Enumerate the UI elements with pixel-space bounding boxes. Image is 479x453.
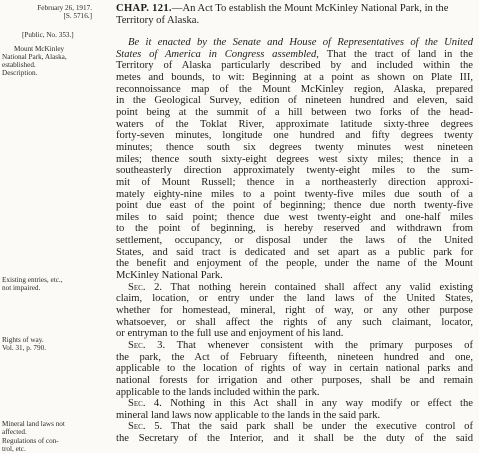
text-line: States, and said tract is dedicated and set apart as a public park for — [116, 246, 473, 258]
text-line: States of America in Congress assembled, That the tract of land in the — [116, 48, 473, 60]
enacting-clause: Be it enacted by the Senate and House of Representatives of the United — [128, 37, 473, 48]
text-line: forty-seven minutes, longitude one hundred and fifty degrees twenty — [116, 130, 473, 142]
text-line: metes and bounds, to wit: Beginning at a point as shown on Plate III, — [116, 72, 473, 83]
existing-entries-note — [2, 276, 62, 292]
text-line: Sec. 3. That whenever consistent with the primary purposes of — [128, 339, 473, 351]
text-line: in the Geological Survey, edition of nineteen hundred and eleven, said — [116, 95, 473, 107]
note-line: National Park, Alaska, — [2, 53, 67, 61]
text-line: Territory of Alaska particularly described by and included within the — [116, 60, 473, 72]
note-line: trol, etc. — [2, 445, 26, 453]
chapter-number: CHAP. 121. — [116, 3, 172, 14]
note-line: Regulations of con- — [2, 437, 59, 445]
text-line: McKinley National Park. — [116, 270, 223, 281]
text-line: to the point of beginning, is hereby reserved and withdrawn from — [116, 223, 473, 235]
text-line: Sec. 4. Nothing in this Act shall in any way modify or effect the — [128, 398, 473, 410]
text-line: point being at the summit of a hill between two forks of the head- — [116, 106, 473, 118]
text-line: settlement, occupancy, or disposal under the laws of the United — [116, 235, 473, 247]
chapter-heading — [116, 3, 473, 15]
note-line: Rights of way. — [2, 336, 44, 344]
text-line: reconnoissance map of the Mount McKinley region, Alaska, prepared — [116, 83, 473, 95]
mineral-laws-note — [2, 420, 65, 436]
text-line: mit of Mount Russell; thence in a northeasterly direction approxi- — [116, 176, 473, 188]
note-line: Mineral land laws not — [2, 420, 65, 428]
text-line: Sec. 5. That the said park shall be under the executive control of — [128, 421, 473, 433]
text-line: whatsoever, or shall affect the rights of any such claimant, locator, — [116, 316, 473, 328]
senate-bill-number: [S. 5716.] — [63, 12, 92, 20]
text-line: southeasterly direction approximately twenty-eight miles to the sum- — [116, 165, 473, 177]
text-line: the benefit and enjoyment of the people, under the name of the Mount — [116, 258, 473, 270]
text-line: miles; thence south sixty-eight degrees west sixty miles; thence in a — [116, 153, 473, 165]
note-line: Vol. 31, p. 790. — [2, 344, 46, 352]
note-line: Mount McKinley — [14, 45, 65, 53]
text-line: claim, location, or entry under the land laws of the United States, — [116, 293, 473, 305]
text-line: applicable to the lands included within the park. — [116, 386, 320, 398]
mckinley-park-note — [2, 45, 67, 77]
enactment-date-note — [12, 4, 92, 20]
note-line: Existing entries, etc., — [2, 276, 63, 284]
rights-of-way-note — [2, 336, 46, 352]
public-law-number: [Public, No. 353.] — [22, 31, 74, 39]
act-title-continued: Territory of Alaska. — [116, 15, 200, 26]
note-line: not impaired. — [2, 284, 41, 292]
text-line: or entryman to the full use and enjoyment of his land. — [116, 328, 344, 340]
text-line: applicable to the location of rights of way in certain national parks and — [116, 363, 473, 375]
text-line: miles to said point; thence due west twenty-eight and one-half miles — [116, 211, 473, 223]
note-line: established. — [2, 61, 36, 69]
text-line: the park, the Act of February fifteenth, nineteen hundred and one, — [116, 351, 473, 363]
text-line: mately eighty-nine miles to a point twenty-five miles due south of a — [116, 188, 473, 200]
text-line: national forests for irrigation and other purposes, shall be and remain — [116, 374, 473, 386]
text-line: minutes; thence south six degrees twenty minutes west nineteen — [116, 141, 473, 153]
text-line: point due east of the point of beginning; thence due north twenty-five — [116, 200, 473, 212]
text-line: mineral land laws now applicable to the lands in the said park. — [116, 409, 381, 421]
note-line: Description. — [2, 69, 38, 77]
text-line: the Secretary of the Interior, and it shall be the duty of the said — [116, 433, 473, 445]
regulations-note — [2, 437, 59, 453]
text-line: waters of the Toklat River, approximate latitude sixty-three degrees — [116, 118, 473, 130]
text-line: Sec. 2. That nothing herein contained shall affect any valid existing — [128, 281, 473, 293]
text-line: whether for homestead, mineral, right of way, or any other purpose — [116, 304, 473, 316]
note-line: affected. — [2, 428, 27, 436]
enactment-date: February 26, 1917. — [37, 4, 92, 12]
act-title: —An Act To establish the Mount McKinley National Park, in the — [171, 3, 449, 14]
